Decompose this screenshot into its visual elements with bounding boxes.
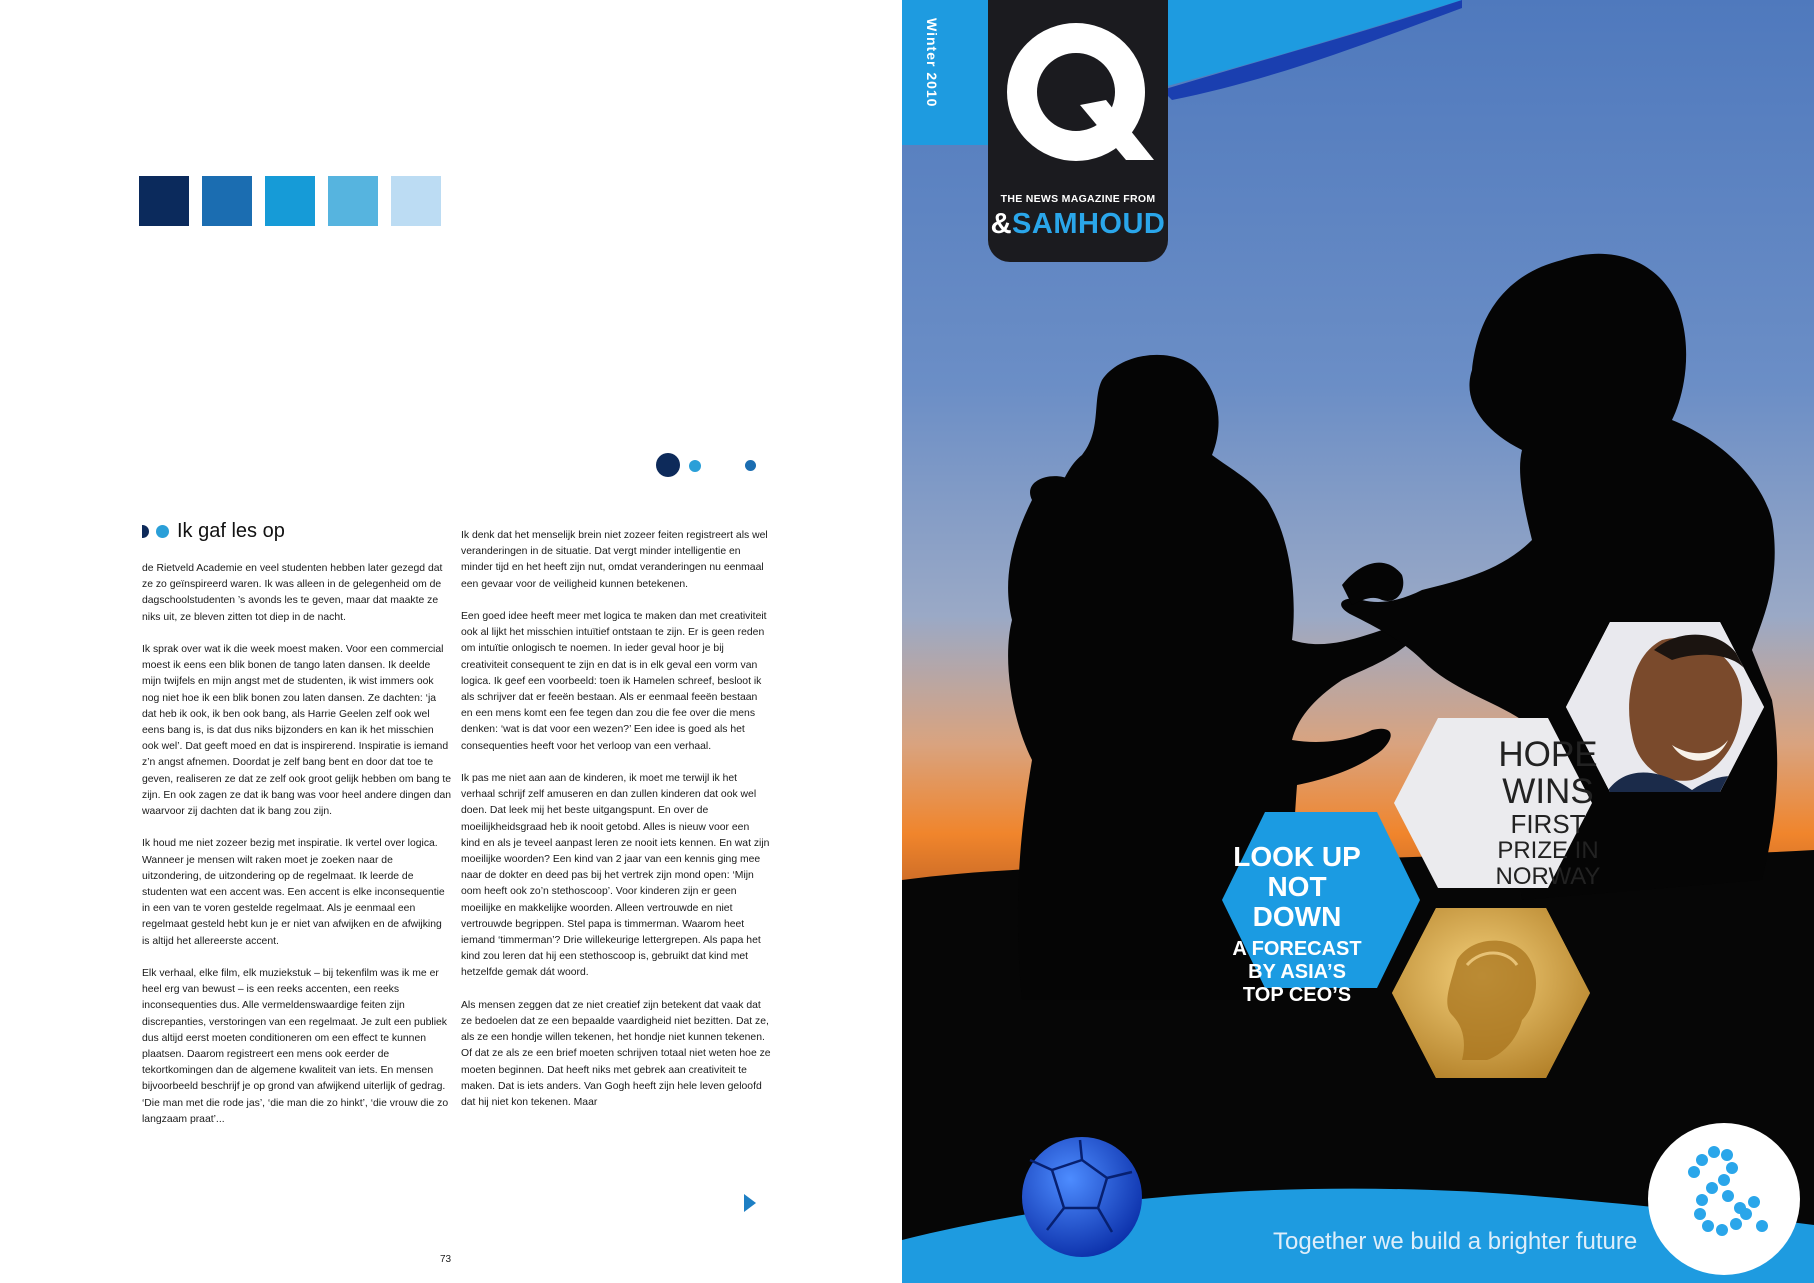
- hex-line: FIRST: [1510, 809, 1586, 839]
- color-swatch-1: [139, 176, 189, 226]
- hex-line: LOOK UP: [1233, 841, 1361, 872]
- logo-subtitle: THE NEWS MAGAZINE FROM: [1000, 193, 1156, 205]
- heading-marker-dot: [156, 525, 169, 538]
- issue-label: Winter 2010: [924, 18, 940, 108]
- text-column-1: [142, 561, 452, 1144]
- paragraph: Een goed idee heeft meer met logica te maken dan met creativiteit ook al lijkt het misschien intuïtief ontstaan te zijn. Er is geen reden om intuïtie onlogisch te noemen. In ieder geval hoor je bij creativiteit consequent te zijn en dat is in elk geval een vorm van logica. Ik geef een voorbeeld: toen ik Hamelen schreef, besloot ik als schrijver dat er feeën bestaan. Als er eenmaal feeën bestaan en een mens komt een fee tegen dan zou die fee over die mens denken: ‘wat is dat voor een wezen?’ Een idee is goed als het consequenties heeft voor het verloop van een verhaal.: [461, 611, 767, 752]
- paragraph: Ik denk dat het menselijk brein niet zozeer feiten registreert als wel veranderingen in de situatie. Dat vergt minder intelligentie en minder tijd en het heeft zijn nut, omdat veranderingen nu eenmaal een gevaar voor de veiligheid kunnen betekenen.: [461, 530, 768, 590]
- color-swatch-5: [391, 176, 441, 226]
- decor-dot-small-2: [745, 460, 756, 471]
- article-page: [0, 0, 902, 1283]
- paragraph: Elk verhaal, elke film, elk muziekstuk – bij tekenfilm was ik me er heel erg van bewust – is een reeks accenten, een reeks inconsequenties dus. Alle vermeldenswaardige feiten zijn discrepanties, verstoringen van een regelmaat. Je zult een publiek dus altijd eerst moeten conditioneren om een effect te kunnen plaatsen. Daarom registreert een mens ook eerder de tekortkomingen dan de algemene kwaliteit van iets. En mensen bijvoorbeeld beschrijf je op grond van afwijkend uiterlijk of gedrag. ‘Die man met die rode jas’, ‘die man die zo hinkt’, ‘die vrouw die zo langzaam praat’...: [142, 968, 449, 1125]
- color-swatch-2: [202, 176, 252, 226]
- football-icon: [1022, 1137, 1142, 1257]
- cover-tagline: Together we build a brighter future: [1273, 1228, 1638, 1255]
- text-column-2: [461, 528, 771, 1127]
- paragraph: Ik pas me niet aan aan de kinderen, ik moet me terwijl ik het verhaal schrijf zelf amuseren en dan zullen kinderen dat ook wel doen. Dat leek mij het beste uitgangspunt. En over de moeilijkheidsgraad heb ik nooit getobd. Alles is nieuw voor een kind en als je teveel aanpast leren ze nooit iets kennen. En wat zijn moeilijke woorden? Een kind van 2 jaar van een kennis ging mee naar de dokter en deed pas bij het vertrek zijn mond open: ‘Mijn oom heeft ook zo’n stethoscoop’. Voor kinderen zijn er geen moeilijke en makkelijke woorden. Alleen vertrouwde en niet vertrouwde begrippen. Stel papa is timmerman. Waarom heet iemand ‘timmerman’? Drie willekeurige lettergrepen. Als papa het kind zou leren dat hij een stethoscoop is, gebruikt dat kind met hetzelfde gemak dát woord.: [461, 773, 770, 979]
- brand-name: [988, 208, 1168, 241]
- brand-ampersand: &: [990, 208, 1013, 240]
- paragraph: Ik sprak over wat ik die week moest maken. Voor een commercial moest ik eens een blik bonen de tango laten dansen. Ik deelde mijn twijfels en mijn angst met de studenten, ik wist immers ook nog niet hoe ik een blik bonen zou laten dansen. Ze dachten: ‘ja dat heb ik ook, ik ben ook bang, als Harrie Geelen zelf ook wel eens bang is, is dat dus niks bijzonders en kan ik het misschien ook wel’. Dat geeft moed en dat is inspirerend. Inspiratie is iemand z’n angst afnemen. Doordat je zelf bang bent en door dat toe te geven, realiseren ze dat ze zelf ook groot gelijk hebben om bang te zijn. En ook zagen ze dat ik bang was voor heel andere dingen dan waarvoor zij dachten dat ik bang zou zijn.: [142, 644, 452, 818]
- color-swatch-4: [328, 176, 378, 226]
- hex-line: TOP CEO’S: [1242, 984, 1352, 1006]
- hex-headline-hope-wins[interactable]: [1463, 736, 1633, 890]
- hex-line: NOT DOWN: [1252, 871, 1342, 932]
- decor-dot-small: [689, 460, 701, 472]
- color-swatch-3: [265, 176, 315, 226]
- article-heading: [142, 520, 285, 543]
- hex-line: PRIZE IN: [1497, 837, 1599, 864]
- hex-line: A FORECAST: [1232, 938, 1362, 960]
- hex-line: BY ASIA’S: [1248, 961, 1346, 983]
- heading-marker-half: [142, 525, 149, 538]
- page-number: 73: [440, 1254, 452, 1265]
- decor-dot-large: [656, 453, 680, 477]
- paragraph: Als mensen zeggen dat ze niet creatief zijn betekent dat vaak dat ze bedoelen dat ze een bepaalde vaardigheid niet bezitten. Dat ze, als ze een hondje willen tekenen, het hondje niet kunnen tekenen. Of dat ze als ze een brief moeten schrijven totaal niet weten hoe ze moeten beginnen. Dat heeft niks met gebrek aan creativiteit te maken. Dat is iets anders. Van Gogh heeft zijn hele leven geloofd dat hij niet kon tekenen. Maar: [461, 999, 771, 1109]
- hex-line: HOPE: [1498, 735, 1598, 774]
- continue-arrow-icon[interactable]: [744, 1194, 756, 1212]
- hex-line: WINS: [1502, 772, 1594, 811]
- paragraph: de Rietveld Academie en veel studenten hebben later gezegd dat ze zo geïnspireerd waren. Ik was alleen in de gelegenheid om de dagschoolstudenten ’s avonds les te geven, maar dat maakte ze niks uit, ze bleven zitten tot diep in de nacht.: [142, 563, 443, 623]
- ampersand-logo-icon: [1648, 1123, 1800, 1275]
- hex-line: NORWAY: [1495, 863, 1601, 890]
- hex-headline-look-up[interactable]: [1222, 842, 1372, 1007]
- heading-text: Ik gaf les op: [177, 520, 285, 542]
- paragraph: Ik houd me niet zozeer bezig met inspiratie. Ik vertel over logica. Wanneer je mensen wilt raken moet je zoeken naar de uitzondering, de uitzondering op de regelmaat. Ik leerde de studenten wat een accent was. Een accent is elke inconsequentie in een van te voren gestelde regelmaat. Als je eenmaal een regelmaat gesteld hebt kun je er niet van afwijken en de afwijking is altijd het allereerste accent.: [142, 838, 445, 947]
- q-logo-icon: [988, 0, 1168, 190]
- brand-word: SAMHOUD: [1012, 208, 1166, 240]
